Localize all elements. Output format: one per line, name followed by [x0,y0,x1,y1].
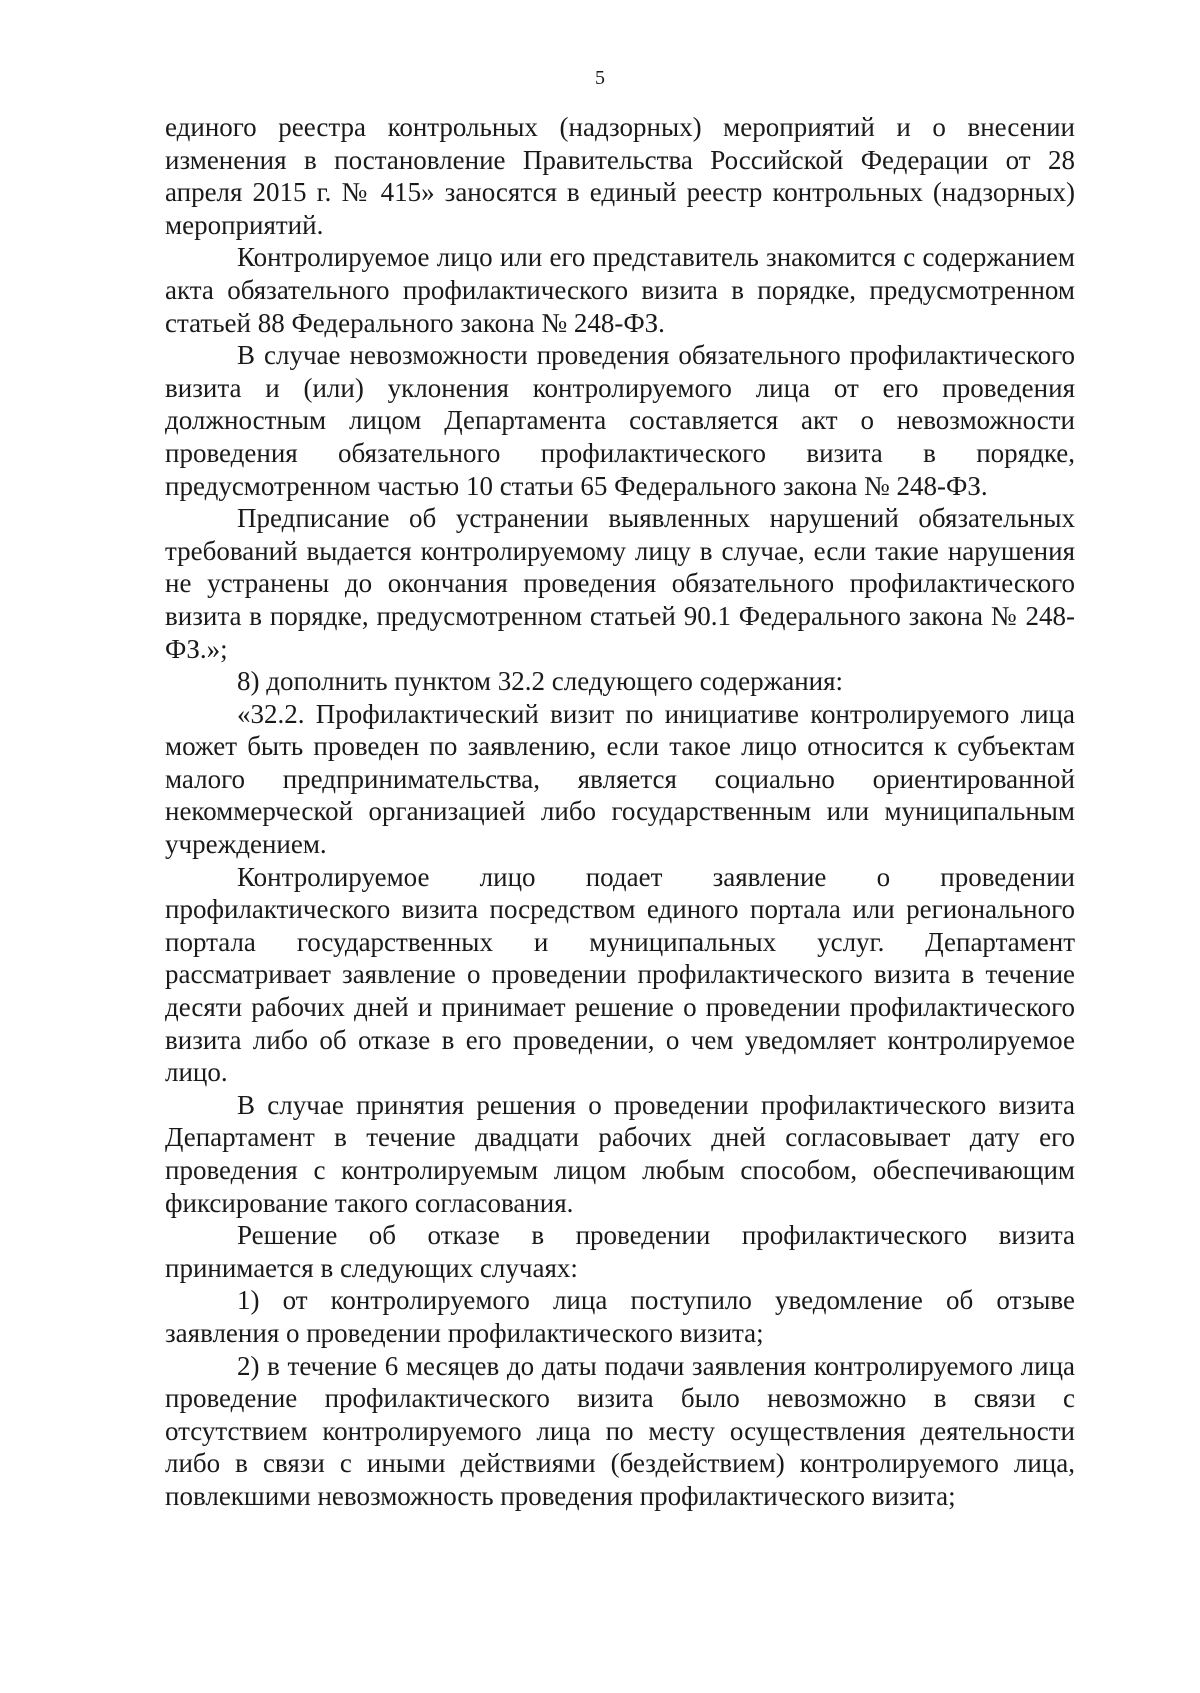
paragraph: Решение об отказе в проведении профилактического визита принимается в следующих случаях: [165,1220,1075,1283]
paragraph: Контролируемое лицо подает заявление о проведении профилактического визита посредством единого портала или регионального портала государственных и муниципальных услуг. Департамент рассматривает заявление о проведении профилактического визита в течение десяти рабочих дней и принимает решение о проведении профилактического визита либо об отказе в его проведении, о чем уведомляет контролируемое лицо. [165,861,1075,1088]
paragraph: 2) в течение 6 месяцев до даты подачи заявления контролируемого лица проведение профилактического визита было невозможно в связи с отсутствием контролируемого лица по месту осуществления деятельности либо в связи с иными действиями (бездействием) контролируемого лица, повлекшими невозможность проведения профилактического визита; [165,1350,1075,1511]
paragraph: «32.2. Профилактический визит по инициативе контролируемого лица может быть проведен по заявлению, если такое лицо относится к субъектам малого предпринимательства, является социально ориентированной некоммерческой организацией либо государственным или муниципальным учреждением. [165,698,1075,860]
document-body [165,111,1075,1513]
paragraph: В случае невозможности проведения обязательного профилактического визита и (или) уклонения контролируемого лица от его проведения должностным лицом Департамента составляется акт о невозможности проведения обязательного профилактического визита в порядке, предусмотренном частью 10 статьи 65 Федерального закона № 248-ФЗ. [165,340,1075,501]
paragraph: В случае принятия решения о проведении профилактического визита Департамент в течение двадцати рабочих дней согласовывает дату его проведения с контролируемым лицом любым способом, обеспечивающим фиксирование такого согласования. [165,1089,1075,1218]
paragraph: 1) от контролируемого лица поступило уведомление об отзыве заявления о проведении профилактического визита; [165,1285,1075,1348]
paragraph: Предписание об устранении выявленных нарушений обязательных требований выдается контролируемому лицу в случае, если такие нарушения не устранены до окончания проведения обязательного профилактического визита в порядке, предусмотренном статьей 90.1 Федерального закона № 248-ФЗ.»; [165,503,1075,664]
paragraph: 8) дополнить пунктом 32.2 следующего содержания: [237,666,844,697]
paragraph: Контролируемое лицо или его представитель знакомится с содержанием акта обязательного профилактического визита в порядке, предусмотренном статьей 88 Федерального закона № 248-ФЗ. [165,242,1075,338]
paragraph: единого реестра контрольных (надзорных) мероприятий и о внесении изменения в постановление Правительства Российской Федерации от 28 апреля 2015 г. № 415» заносятся в единый реестр контрольных (надзорных) мероприятий. [165,112,1075,240]
page-number: 5 [595,67,605,89]
